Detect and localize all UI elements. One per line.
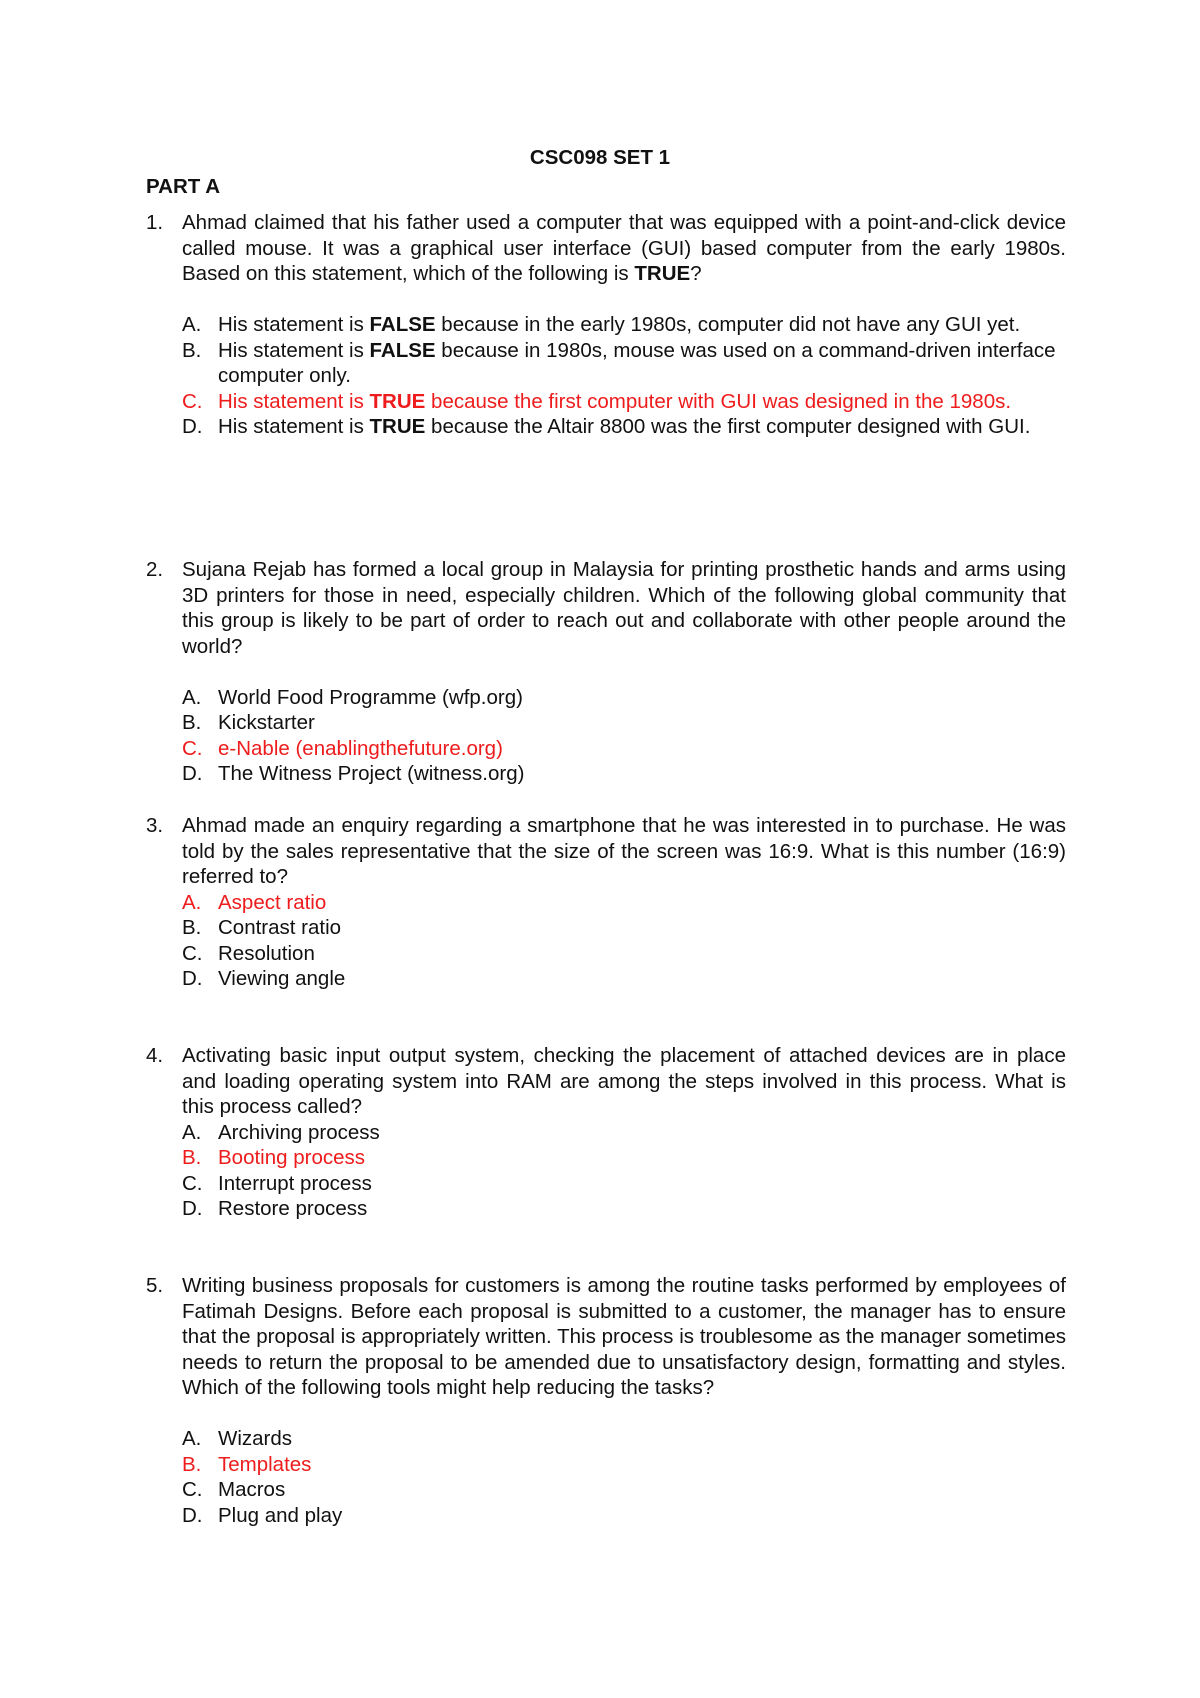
option-text: Wizards bbox=[218, 1427, 293, 1450]
question-text: Ahmad made an enquiry regarding a smartphone that he was interested in to purchase. He was told by the sales representative that the size of the screen was 16:9. What is this number (16:9) referred to? bbox=[182, 814, 1066, 888]
question-text: Activating basic input output system, checking the placement of attached devices are in place and loading operating system into RAM are among the steps involved in this process. What is this process called? bbox=[182, 1044, 1066, 1118]
option-text: His statement is FALSE because in 1980s, mouse was used on a command-driven interface computer only. bbox=[218, 338, 1056, 387]
question-4 bbox=[146, 1043, 1066, 1222]
option-text: Templates bbox=[218, 1452, 312, 1476]
option-text: His statement is TRUE because the Altair 8800 was the first computer designed with GUI. bbox=[218, 415, 1031, 438]
option-letter: B. bbox=[182, 338, 202, 362]
option-list bbox=[182, 1120, 1066, 1222]
option-text: e-Nable (enablingthefuture.org) bbox=[218, 736, 503, 760]
option-text: His statement is TRUE because the first computer with GUI was designed in the 1980s. bbox=[218, 389, 1012, 413]
option-c-correct-answer bbox=[182, 389, 1066, 415]
option-list bbox=[182, 890, 1066, 992]
option-letter: A. bbox=[182, 313, 202, 336]
option-text: The Witness Project (witness.org) bbox=[218, 762, 525, 785]
option-letter: D. bbox=[182, 415, 203, 438]
option-text: Viewing angle bbox=[218, 967, 346, 990]
question-number: 4. bbox=[146, 1044, 164, 1067]
option-text: Aspect ratio bbox=[218, 890, 327, 914]
option-d: D. Viewing angle bbox=[182, 966, 1066, 992]
option-text: Kickstarter bbox=[218, 711, 315, 734]
option-text: Resolution bbox=[218, 941, 315, 965]
question-2 bbox=[146, 557, 1066, 787]
question-number: 3. bbox=[146, 814, 164, 837]
question-1 bbox=[146, 210, 1066, 440]
option-c-correct-answer: C. e-Nable (enablingthefuture.org) bbox=[182, 736, 1066, 762]
option-text: His statement is FALSE because in the early 1980s, computer did not have any GUI yet. bbox=[218, 313, 1021, 336]
option-d: D. The Witness Project (witness.org) bbox=[182, 761, 1066, 787]
option-b bbox=[182, 338, 1066, 389]
option-text: Restore process bbox=[218, 1197, 368, 1220]
option-c: C. Resolution bbox=[182, 941, 1066, 967]
option-d: D. Plug and play bbox=[182, 1503, 1066, 1529]
option-a bbox=[182, 312, 1066, 338]
option-letter: C. bbox=[182, 389, 203, 413]
option-text: Booting process bbox=[218, 1146, 366, 1169]
option-d bbox=[182, 414, 1066, 440]
option-c: C. Macros bbox=[182, 1477, 1066, 1503]
option-text: Macros bbox=[218, 1478, 286, 1501]
section-heading: PART A bbox=[146, 175, 221, 198]
option-d: D. Restore process bbox=[182, 1196, 1066, 1222]
option-text: World Food Programme (wfp.org) bbox=[218, 685, 523, 709]
option-a: A. Wizards bbox=[182, 1426, 1066, 1452]
document-title: CSC098 SET 1 bbox=[529, 146, 671, 169]
option-c: C. Interrupt process bbox=[182, 1171, 1066, 1197]
question-text: Sujana Rejab has formed a local group in Malaysia for printing prosthetic hands and arms using 3D printers for those in need, especially children. Which of the following global community that this group is likely to be part of order to reach out and collaborate with other people around the world? bbox=[182, 558, 1066, 658]
option-b: B. Contrast ratio bbox=[182, 915, 1066, 941]
option-text: Contrast ratio bbox=[218, 916, 342, 939]
question-number: 2. bbox=[146, 558, 164, 581]
question-number: 5. bbox=[146, 1274, 164, 1297]
option-text: Interrupt process bbox=[218, 1171, 372, 1195]
option-b: B. Kickstarter bbox=[182, 710, 1066, 736]
option-text: Plug and play bbox=[218, 1503, 343, 1527]
question-text: Writing business proposals for customers is among the routine tasks performed by employees of Fatimah Designs. Before each proposal is submitted to a customer, the manager has to ensure that the proposal is appropriately written. This process is troublesome as the manager sometimes needs to return the proposal to be amended due to unsatisfactory design, formatting and styles. Which of the following tools might help reducing the tasks? bbox=[182, 1274, 1066, 1399]
option-b-correct-answer: B. Templates bbox=[182, 1452, 1066, 1478]
option-b-correct-answer: B. Booting process bbox=[182, 1145, 1066, 1171]
question-3 bbox=[146, 813, 1066, 992]
option-list bbox=[182, 1426, 1066, 1528]
option-list bbox=[182, 685, 1066, 787]
question-text: Ahmad claimed that his father used a computer that was equipped with a point-and-click device called mouse. It was a graphical user interface (GUI) based computer from the early 1980s. Based on this statement, which of the following is TRUE? bbox=[182, 211, 1066, 285]
question-5 bbox=[146, 1273, 1066, 1528]
option-a: A. World Food Programme (wfp.org) bbox=[182, 685, 1066, 711]
option-text: Archiving process bbox=[218, 1120, 380, 1144]
question-number: 1. bbox=[146, 211, 164, 234]
option-a-correct-answer: A. Aspect ratio bbox=[182, 890, 1066, 916]
question-emphasis: TRUE bbox=[634, 262, 691, 285]
option-list bbox=[182, 312, 1066, 440]
option-a: A. Archiving process bbox=[182, 1120, 1066, 1146]
